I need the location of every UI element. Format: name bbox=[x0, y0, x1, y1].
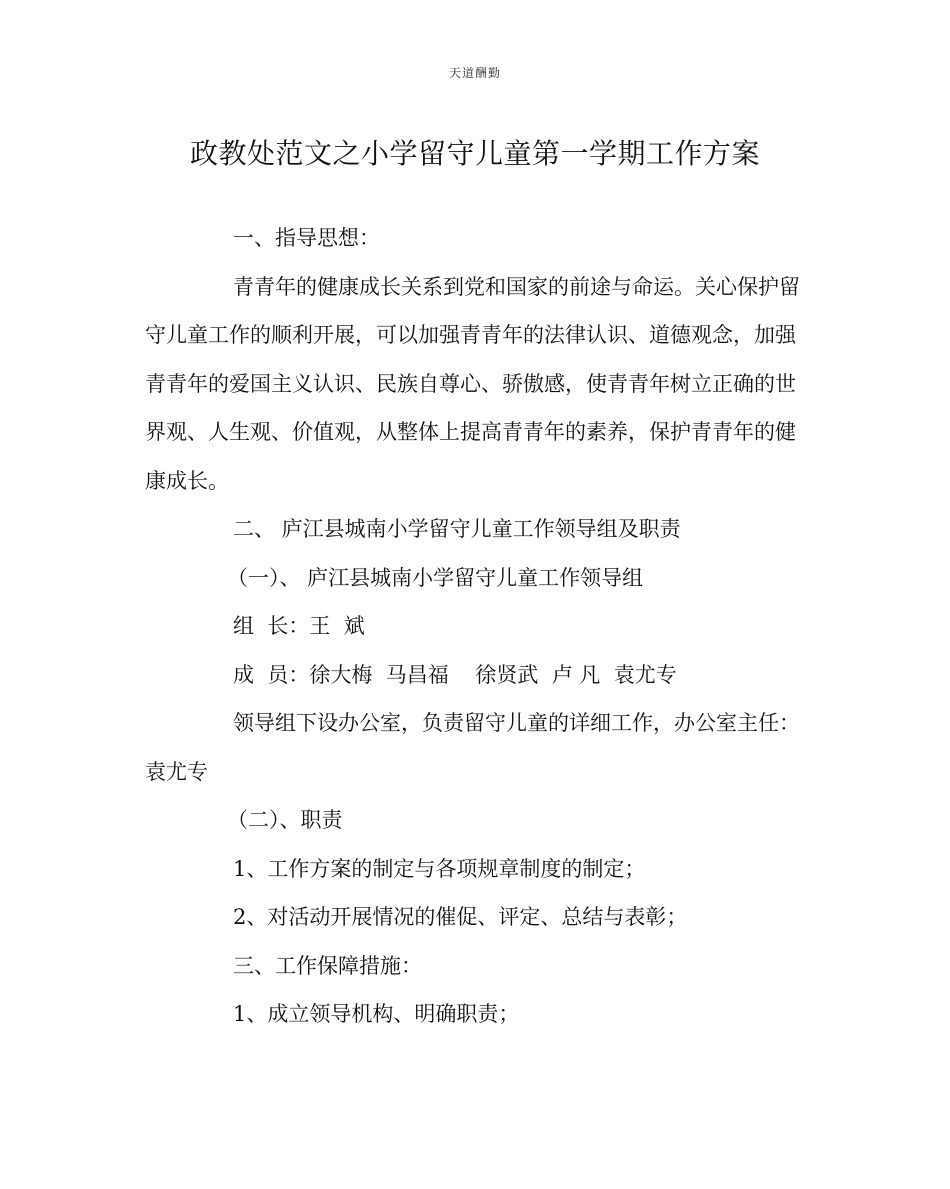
paragraph-guiding-thought: 青青年的健康成长关系到党和国家的前途与命运。关心保护留守儿童工作的顺利开展，可以加强青青年的法律认识、道德观念，加强青青年的爱国主义认识、民族自尊心、骄傲感，使青青年树立正确的世界观、人生观、价值观，从整体上提高青青年的素养，保护青青年的健康成长。 bbox=[145, 274, 800, 493]
document-title: 政教处范文之小学留守儿童第一学期工作方案 bbox=[189, 137, 760, 170]
section-heading-leadership: 二、 庐江县城南小学留守儿童工作领导组及职责 bbox=[233, 517, 681, 541]
duty-item-2: 2、对活动开展情况的催促、评定、总结与表彰； bbox=[233, 905, 688, 929]
subsection-heading-duties: （二）、职责 bbox=[227, 808, 343, 832]
subsection-heading-leadership-group: （一）、 庐江县城南小学留守儿童工作领导组 bbox=[227, 565, 644, 590]
group-members-line: 成 员：徐大梅 马昌福 徐贤武 卢 凡 袁尤专 bbox=[233, 662, 677, 687]
safeguard-item-1: 1、成立领导机构、明确职责； bbox=[233, 1002, 520, 1026]
duty-item-1: 1、工作方案的制定与各项规章制度的制定； bbox=[233, 856, 646, 881]
document-body bbox=[145, 214, 810, 1039]
page-header: 天道酬勤 bbox=[448, 66, 501, 80]
office-paragraph: 领导组下设办公室，负责留守儿童的详细工作，办公室主任：袁尤专 bbox=[145, 711, 800, 784]
section-heading-safeguards: 三、工作保障措施： bbox=[233, 953, 422, 978]
section-heading-guiding-thought: 一、指导思想： bbox=[233, 226, 380, 250]
group-leader-line: 组 长：王 斌 bbox=[233, 614, 365, 638]
